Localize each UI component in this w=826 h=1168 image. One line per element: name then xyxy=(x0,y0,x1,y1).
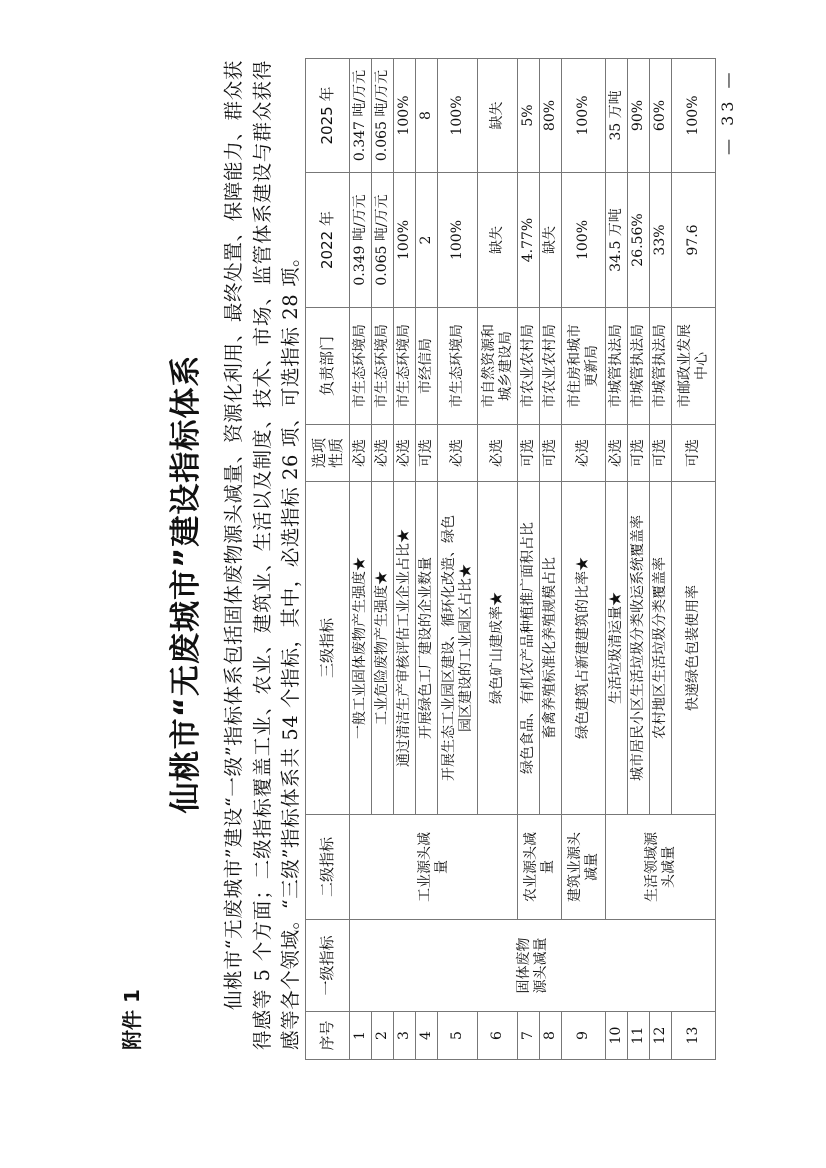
level3-indicator: 开展绿色工厂建设的企业数量 xyxy=(416,482,438,815)
value-2025: 60% xyxy=(650,59,672,173)
value-2022: 4.77% xyxy=(518,173,540,308)
value-2025: 0.347 吨/万元 xyxy=(350,59,372,173)
level3-indicator: 绿色食品、有机农产品种植推广面积占比 xyxy=(518,482,540,815)
row-number: 7 xyxy=(518,1012,540,1060)
row-number: 9 xyxy=(562,1012,606,1060)
level3-indicator: 一般工业固体废物产生强度★ xyxy=(350,482,372,815)
responsible-dept: 市经信局 xyxy=(416,308,438,425)
row-number: 2 xyxy=(372,1012,394,1060)
value-2022: 0.349 吨/万元 xyxy=(350,173,372,308)
responsible-dept: 市生态环境局 xyxy=(372,308,394,425)
value-2022: 34.5 万吨 xyxy=(606,173,628,308)
responsible-dept: 市农业农村局 xyxy=(518,308,540,425)
row-number: 4 xyxy=(416,1012,438,1060)
row-number: 8 xyxy=(540,1012,562,1060)
responsible-dept: 市生态环境局 xyxy=(394,308,416,425)
selection-type: 可选 xyxy=(540,425,562,482)
value-2022: 100% xyxy=(438,173,478,308)
row-number: 12 xyxy=(650,1012,672,1060)
level2-indicator: 农业源头减 量 xyxy=(518,815,562,920)
value-2022: 100% xyxy=(562,173,606,308)
responsible-dept: 市城管执法局 xyxy=(628,308,650,425)
value-2022: 26.56% xyxy=(628,173,650,308)
level3-indicator: 生活垃圾清运量★ xyxy=(606,482,628,815)
responsible-dept: 市住房和城市 更新局 xyxy=(562,308,606,425)
value-2025: 80% xyxy=(540,59,562,173)
level3-indicator: 绿色矿山建成率★ xyxy=(478,482,518,815)
responsible-dept: 市农业农村局 xyxy=(540,308,562,425)
value-2022: 0.065 吨/万元 xyxy=(372,173,394,308)
header-level2: 二级指标 xyxy=(306,815,350,920)
selection-type: 必选 xyxy=(478,425,518,482)
level2-indicator: 工业源头减 量 xyxy=(350,815,518,920)
selection-type: 可选 xyxy=(518,425,540,482)
value-2025: 8 xyxy=(416,59,438,173)
row-number: 5 xyxy=(438,1012,478,1060)
table-header-row xyxy=(306,59,350,1060)
responsible-dept: 市自然资源和 城乡建设局 xyxy=(478,308,518,425)
value-2025: 100% xyxy=(438,59,478,173)
level3-indicator: 开展生态工业园区建设、循环化改造、绿色 园区建设的工业园区占比★ xyxy=(438,482,478,815)
header-type: 选项 性质 xyxy=(306,425,350,482)
value-2025: 100% xyxy=(562,59,606,173)
selection-type: 必选 xyxy=(606,425,628,482)
row-number: 13 xyxy=(672,1012,716,1060)
level3-indicator: 通过清洁生产审核评估工业企业占比★ xyxy=(394,482,416,815)
attachment-label: 附件 1 xyxy=(120,989,144,1050)
header-2022: 2022 年 xyxy=(306,173,350,308)
row-number: 1 xyxy=(350,1012,372,1060)
value-2025: 0.065 吨/万元 xyxy=(372,59,394,173)
responsible-dept: 市城管执法局 xyxy=(606,308,628,425)
selection-type: 必选 xyxy=(438,425,478,482)
selection-type: 可选 xyxy=(416,425,438,482)
table-row xyxy=(350,59,372,1060)
responsible-dept: 市生态环境局 xyxy=(350,308,372,425)
page-title: 仙桃市“无废城市”建设指标体系 xyxy=(168,354,204,814)
value-2022: 2 xyxy=(416,173,438,308)
value-2022: 33% xyxy=(650,173,672,308)
selection-type: 必选 xyxy=(372,425,394,482)
level3-indicator: 畜禽养殖标准化养殖规模占比 xyxy=(540,482,562,815)
value-2022: 缺失 xyxy=(540,173,562,308)
row-number: 11 xyxy=(628,1012,650,1060)
level1-indicator: 固体废物 源头减量 xyxy=(350,920,716,1012)
value-2025: 5% xyxy=(518,59,540,173)
header-level3: 三级指标 xyxy=(306,482,350,815)
table-row xyxy=(518,59,540,1060)
level3-indicator: 城市居民小区生活垃圾分类收运系统覆盖率 xyxy=(628,482,650,815)
level2-indicator: 生活领域源 头减量 xyxy=(606,815,716,920)
value-2025: 35 万吨 xyxy=(606,59,628,173)
value-2025: 90% xyxy=(628,59,650,173)
row-number: 6 xyxy=(478,1012,518,1060)
header-2025: 2025 年 xyxy=(306,59,350,173)
page-number: — 33 — xyxy=(718,68,737,155)
value-2025: 缺失 xyxy=(478,59,518,173)
selection-type: 可选 xyxy=(672,425,716,482)
intro-paragraph: 仙桃市“无废城市”建设“一级”指标体系包括固体废物源头减量、资源化利用、最终处置、保障能力、群众获得感等 5 个方面；二级指标覆盖工业、农业、建筑业、生活以及制度、技术、市场、监管体系建设与群众获得感等各个领域。“三级”指标体系共 54 个指标，其中，必选指标 26 项、可选指标 28 项。 xyxy=(222,60,302,1050)
selection-type: 可选 xyxy=(650,425,672,482)
level2-indicator: 建筑业源头 减量 xyxy=(562,815,606,920)
header-dept: 负责部门 xyxy=(306,308,350,425)
row-number: 10 xyxy=(606,1012,628,1060)
value-2022: 100% xyxy=(394,173,416,308)
header-no: 序号 xyxy=(306,1012,350,1060)
selection-type: 必选 xyxy=(394,425,416,482)
value-2025: 100% xyxy=(394,59,416,173)
responsible-dept: 市邮政业发展 中心 xyxy=(672,308,716,425)
row-number: 3 xyxy=(394,1012,416,1060)
selection-type: 必选 xyxy=(350,425,372,482)
level3-indicator: 工业危险废物产生强度★ xyxy=(372,482,394,815)
selection-type: 可选 xyxy=(628,425,650,482)
level3-indicator: 农村地区生活垃圾分类覆盖率 xyxy=(650,482,672,815)
table-row xyxy=(606,59,628,1060)
responsible-dept: 市生态环境局 xyxy=(438,308,478,425)
value-2022: 缺失 xyxy=(478,173,518,308)
value-2022: 97.6 xyxy=(672,173,716,308)
indicator-table xyxy=(305,58,716,1060)
level3-indicator: 绿色建筑占新建建筑的比率★ xyxy=(562,482,606,815)
responsible-dept: 市城管执法局 xyxy=(650,308,672,425)
table-row xyxy=(562,59,606,1060)
level3-indicator: 快递绿色包装使用率 xyxy=(672,482,716,815)
value-2025: 100% xyxy=(672,59,716,173)
header-level1: 一级指标 xyxy=(306,920,350,1012)
selection-type: 必选 xyxy=(562,425,606,482)
